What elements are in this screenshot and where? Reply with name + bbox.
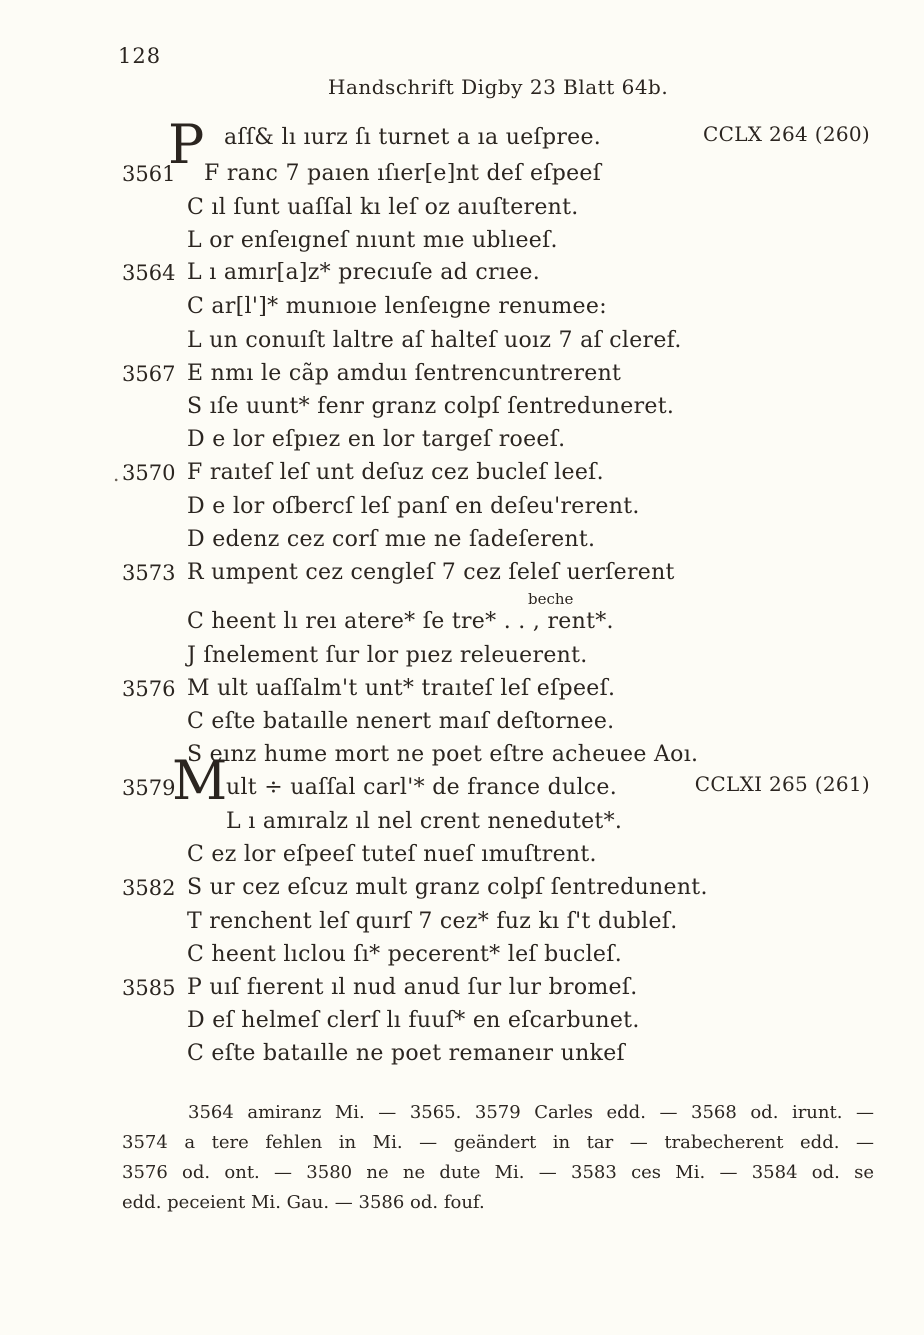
- verse-line: [0, 224, 924, 258]
- verse-line: [0, 672, 924, 706]
- verse-number: 3567: [122, 362, 176, 386]
- verse-line: [0, 390, 924, 424]
- interlinear-gloss: beche: [528, 590, 574, 608]
- verse-text: F raıteſ leſ unt deſuz cez bucleſ leeſ.: [187, 460, 604, 485]
- verse-number: 3564: [122, 261, 176, 285]
- verse-text: S ıſe uunt* fenr granz colpſ ſentreduneret.: [187, 394, 675, 419]
- verse-line: [0, 256, 924, 290]
- verse-line: [0, 905, 924, 939]
- verse-text: E nmı le cãp amduı ſentrencuntrerent: [187, 361, 622, 386]
- laisse-number: CCLX 264 (260): [703, 122, 870, 146]
- verse-number: 3573: [122, 561, 176, 585]
- verse-text: J ſnelement ſur lor pıez releuerent.: [187, 643, 588, 668]
- footnote-line: 3574 a tere fehlen in Mi. — geändert in tar — trabecherent edd. —: [122, 1132, 874, 1153]
- verse-text: D e lor oſbercſ leſ panſ en deſeu'rerent.: [187, 494, 640, 519]
- footnote-line: 3564 amiranz Mi. — 3565. 3579 Carles edd. — 3568 od. irunt. —: [188, 1102, 874, 1123]
- verse-number: 3570: [122, 461, 176, 485]
- verse-line: [0, 157, 924, 191]
- verse-text: L ı amıralz ıl nel crent nenedutet*.: [226, 809, 623, 834]
- verse-text: aſſ& lı ıurz ſı turnet a ıa ueſpree.: [224, 125, 602, 150]
- verse-line: [0, 938, 924, 972]
- verse-line: [0, 191, 924, 225]
- verse-text: C heent lıclou ſı* pecerent* leſ bucleſ.: [187, 942, 622, 967]
- verse-line: [0, 771, 924, 805]
- verse-line: [0, 705, 924, 739]
- verse-line: [0, 1037, 924, 1071]
- verse-text: D e lor eſpıez en lor targeſ roeeſ.: [187, 427, 566, 452]
- verse-line: [0, 357, 924, 391]
- verse-text: P uıſ fıerent ıl nud anud ſur lur bromeſ.: [187, 975, 638, 1000]
- verse-line: [0, 490, 924, 524]
- footnote-line: 3576 od. ont. — 3580 ne ne dute Mi. — 3583 ces Mi. — 3584 od. se: [122, 1162, 874, 1183]
- footnote-line: edd. peceient Mi. Gau. — 3586 od. fouf.: [122, 1192, 485, 1213]
- verse-text: L un conuıſt laltre aſ halteſ uoız 7 aſ cleref.: [187, 328, 682, 353]
- verse-line: [0, 1004, 924, 1038]
- verse-text: C eſte bataılle nenert maıſ deſtornee.: [187, 709, 615, 734]
- verse-text: C ar[l']* munıoıe lenſeıgne renumee:: [187, 294, 607, 319]
- verse-text: F ranc 7 paıen ıſıer[e]nt deſ eſpeeſ: [204, 161, 602, 186]
- verse-text: C eſte bataılle ne poet remaneır unkeſ: [187, 1041, 625, 1066]
- verse-text: S ur cez eſcuz mult granz colpſ ſentredunent.: [187, 875, 708, 900]
- verse-line: [0, 838, 924, 872]
- verse-text: L ı amır[a]z* precıuſe ad crıee.: [187, 260, 541, 285]
- verse-text: R umpent cez cengleſ 7 cez ſeleſ uerſerent: [187, 560, 675, 585]
- verse-line: [0, 805, 924, 839]
- page-number: 128: [118, 44, 162, 68]
- verse-text: C ıl ſunt uaſſal kı leſ oz aıuſterent.: [187, 195, 579, 220]
- verse-line: [0, 639, 924, 673]
- decorated-initial-m: M: [172, 749, 228, 812]
- verse-line: [0, 456, 924, 490]
- verse-line: [0, 121, 924, 155]
- verse-text: D edenz cez corſ mıe ne ſadeſerent.: [187, 527, 596, 552]
- verse-text: L or enſeıgneſ nıunt mıe ublıeeſ.: [187, 228, 558, 253]
- running-head: Handschrift Digby 23 Blatt 64b.: [328, 75, 669, 99]
- laisse-number: CCLXI 265 (261): [694, 772, 870, 796]
- verse-number: 3579: [122, 776, 176, 800]
- verse-line: [0, 871, 924, 905]
- verse-text: D eſ helmeſ clerſ lı fuuſ* en eſcarbunet.: [187, 1008, 640, 1033]
- verse-number: 3582: [122, 876, 176, 900]
- verse-text: S eınz hume mort ne poet eſtre acheuee Aoı.: [187, 742, 699, 767]
- verse-text: T renchent leſ quırſ 7 cez* fuz kı ſ't dubleſ.: [187, 909, 678, 934]
- verse-line: [0, 290, 924, 324]
- verse-line: [0, 523, 924, 557]
- margin-dot: .: [113, 462, 120, 486]
- verse-number: 3561: [122, 162, 176, 186]
- footnotes: [122, 1098, 874, 1218]
- verse-text: C heent lı reı atere* ſe tre* . . , rent*.: [187, 609, 614, 634]
- verse-number: 3576: [122, 677, 176, 701]
- verse-line: [0, 971, 924, 1005]
- verse-line: [0, 324, 924, 358]
- verse-line: [0, 605, 924, 639]
- verse-text: M ult uaſſalm't unt* traıteſ leſ eſpeeſ.: [187, 676, 616, 701]
- verse-text: ult ÷ uaſſal carl'* de france dulce.: [226, 775, 618, 800]
- decorated-initial-p: P: [168, 113, 205, 176]
- verse-line: [0, 556, 924, 590]
- verse-text: C ez lor eſpeeſ tuteſ nueſ ımuſtrent.: [187, 842, 597, 867]
- verse-line: [0, 423, 924, 457]
- verse-number: 3585: [122, 976, 176, 1000]
